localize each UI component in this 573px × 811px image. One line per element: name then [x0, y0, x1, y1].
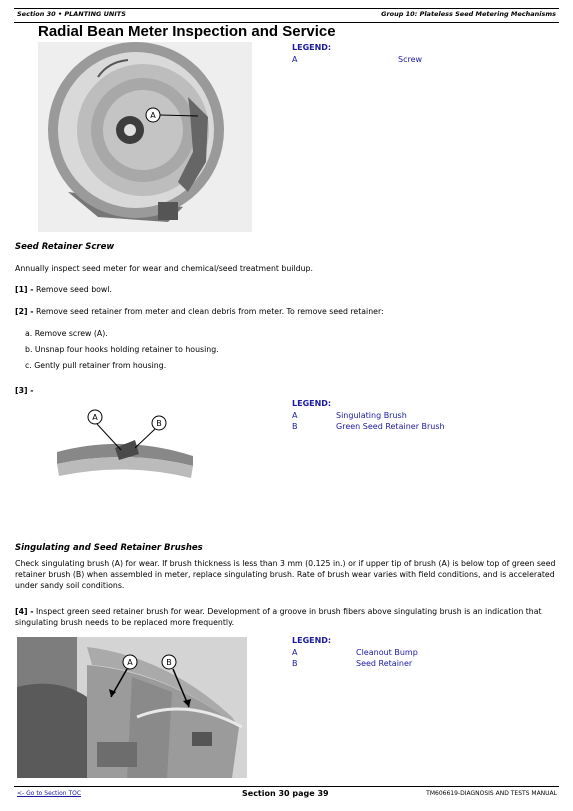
- page-header: [14, 8, 559, 23]
- brush-paragraph: Check singulating brush (A) for wear. If brush thickness is less than 3 mm (0.125 in.) or if upper tip of brush (A) is below top of green seed retainer brush (B) when assembled in meter, replace singulating brush. Rate of brush wear varies with field conditions, and is accelerated under sandy soil conditions.: [15, 559, 556, 590]
- label-a: A: [92, 413, 98, 422]
- substep-c: c. Gently pull retainer from housing.: [25, 361, 167, 370]
- figure-meter-screw: [38, 42, 252, 232]
- step-1: [15, 284, 112, 295]
- step-2: [15, 306, 384, 317]
- page-title: Radial Bean Meter Inspection and Service: [38, 23, 336, 40]
- legend-label: Seed Retainer: [356, 659, 413, 668]
- legend-key: A: [292, 411, 298, 420]
- label-a: A: [150, 111, 156, 120]
- step-number: [1] -: [15, 285, 34, 294]
- figure-brushes: [55, 404, 195, 484]
- step-text: Remove seed bowl.: [36, 285, 112, 294]
- section-heading-brushes: Singulating and Seed Retainer Brushes: [15, 543, 203, 553]
- legend-label: Singulating Brush: [336, 411, 407, 420]
- legend-heading: LEGEND:: [292, 399, 332, 408]
- legend-key: B: [292, 659, 298, 668]
- substep-b: b. Unsnap four hooks holding retainer to housing.: [25, 345, 219, 354]
- step-number: [4] -: [15, 607, 34, 616]
- legend-label: Cleanout Bump: [356, 648, 418, 657]
- section-toc-link[interactable]: <- Go to Section TOC: [17, 790, 82, 797]
- legend-key: A: [292, 55, 298, 64]
- page-number: Section 30 page 39: [242, 789, 329, 798]
- legend-heading: LEGEND:: [292, 43, 332, 52]
- label-b: B: [166, 658, 172, 667]
- footer-rule: [14, 786, 559, 787]
- legend-label: Green Seed Retainer Brush: [336, 422, 445, 431]
- figure-cleanout: [17, 637, 247, 778]
- step-number: [2] -: [15, 307, 34, 316]
- label-a: A: [127, 658, 133, 667]
- intro-text: Annually inspect seed meter for wear and chemical/seed treatment buildup.: [15, 264, 313, 273]
- step-3: [15, 385, 34, 396]
- step-text: Remove seed retainer from meter and clean debris from meter. To remove seed retainer:: [36, 307, 384, 316]
- legend-key: B: [292, 422, 298, 431]
- step-text: Inspect green seed retainer brush for wear. Development of a groove in brush fibers above singulating brush is an indication that singulating brush needs to be replaced more frequently.: [15, 607, 542, 627]
- section-heading-screw: Seed Retainer Screw: [15, 242, 115, 252]
- substep-a: a. Remove screw (A).: [25, 329, 108, 338]
- step-number: [3] -: [15, 386, 34, 395]
- manual-id: TM606619-DIAGNOSIS AND TESTS MANUAL: [426, 790, 557, 797]
- legend-key: A: [292, 648, 298, 657]
- header-group: Group 10: Plateless Seed Metering Mechanisms: [381, 10, 556, 18]
- step-4: [15, 606, 560, 628]
- label-b: B: [156, 419, 162, 428]
- legend-label: Screw: [398, 55, 423, 64]
- header-section: Section 30 • PLANTING UNITS: [17, 10, 126, 18]
- legend-heading: LEGEND:: [292, 636, 332, 645]
